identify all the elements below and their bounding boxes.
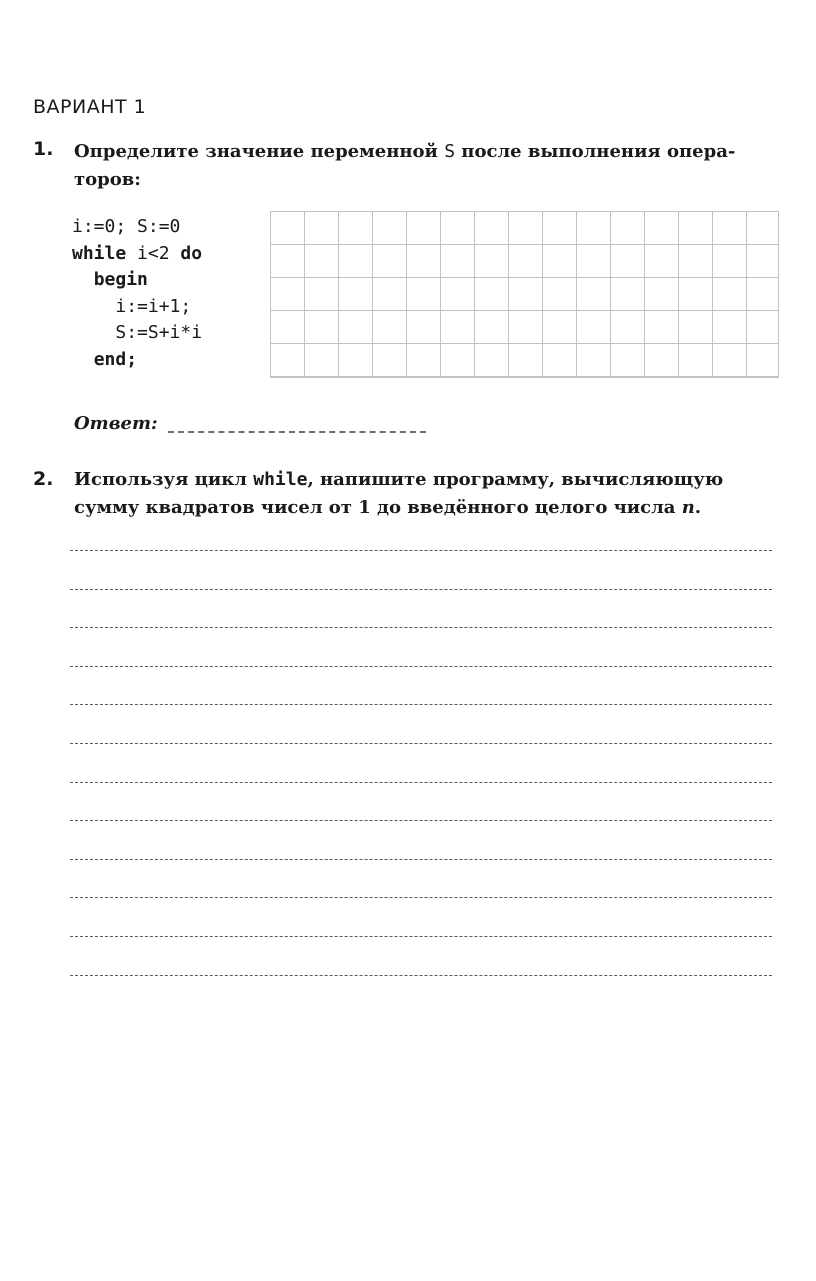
code-line xyxy=(72,214,202,241)
task-2-text-line2-after: . xyxy=(694,497,702,518)
answer-write-line[interactable] xyxy=(70,589,772,590)
variant-heading: ВАРИАНТ 1 xyxy=(33,96,147,118)
code-line xyxy=(72,320,202,347)
answer-label: Ответ: xyxy=(74,413,158,434)
code-keyword: end; xyxy=(93,348,138,370)
task-2-text-before: Используя цикл xyxy=(74,469,254,490)
answer-write-line[interactable] xyxy=(70,666,772,667)
task-2-prompt xyxy=(74,466,780,522)
task-2-text-after: , напишите программу, вычисляющую xyxy=(307,469,724,490)
code-keyword: while xyxy=(72,242,127,264)
answer-write-line[interactable] xyxy=(70,859,772,860)
answer-write-line[interactable] xyxy=(70,704,772,705)
code-listing xyxy=(72,214,202,373)
answer-write-line[interactable] xyxy=(70,782,772,783)
task-1-text-line2: торов: xyxy=(74,169,141,190)
code-text: i:=0; S:=0 xyxy=(72,216,181,237)
code-line xyxy=(72,294,202,321)
task-2-variable: n xyxy=(681,497,695,518)
answer-field[interactable] xyxy=(168,431,426,433)
code-line xyxy=(72,267,202,294)
answer-write-line[interactable] xyxy=(70,897,772,898)
task-1-text-after: после выполнения опера- xyxy=(455,141,736,162)
task-1-text-before: Определите значение переменной xyxy=(74,141,445,162)
code-text: i<2 xyxy=(126,242,181,264)
answer-write-line[interactable] xyxy=(70,550,772,551)
task-1-variable: S xyxy=(444,141,456,162)
code-keyword: begin xyxy=(93,269,148,290)
answer-write-line[interactable] xyxy=(70,820,772,821)
code-text: i:=i+1; xyxy=(115,295,192,317)
task-2-number: 2. xyxy=(33,468,54,490)
code-text: S:=S+i*i xyxy=(115,322,203,343)
draft-grid xyxy=(270,211,779,378)
code-keyword: do xyxy=(180,242,203,264)
code-line xyxy=(72,347,202,374)
task-2-text-line2-before: сумму квадратов чисел от 1 до введённого целого числа xyxy=(74,497,682,518)
answer-write-line[interactable] xyxy=(70,627,772,628)
answer-write-line[interactable] xyxy=(70,936,772,937)
code-line xyxy=(72,241,202,268)
task-1-number: 1. xyxy=(33,138,54,160)
task-2-keyword: while xyxy=(253,469,308,490)
task-1-prompt xyxy=(74,138,780,194)
answer-write-line[interactable] xyxy=(70,743,772,744)
answer-write-line[interactable] xyxy=(70,975,772,976)
